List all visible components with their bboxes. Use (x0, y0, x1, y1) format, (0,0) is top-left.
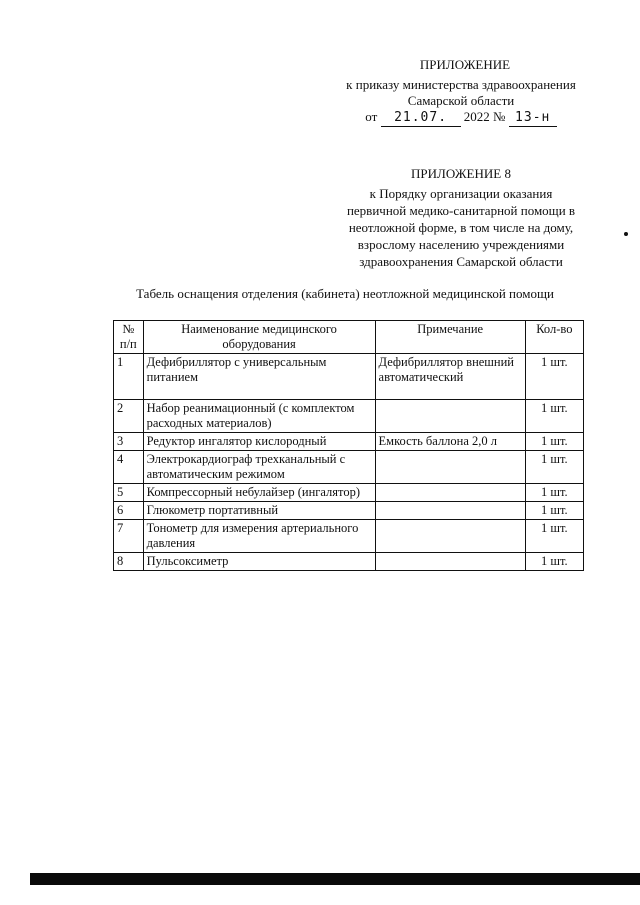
equipment-table (113, 320, 584, 571)
header-name: Наименование медицинского оборудования (143, 321, 375, 354)
cell-qty: 1 шт. (525, 553, 583, 571)
table-row (114, 451, 584, 484)
number-prefix: № (493, 109, 506, 124)
cell-num: 7 (114, 520, 144, 553)
cell-note: Дефибриллятор внешний автоматический (375, 354, 525, 400)
cell-name: Редуктор ингалятор кислородный (143, 433, 375, 451)
table-row (114, 520, 584, 553)
cell-note (375, 484, 525, 502)
appendix-title: ПРИЛОЖЕНИЕ (419, 57, 511, 72)
order-year: 2022 (463, 109, 490, 124)
cell-name: Набор реанимационный (с комплектом расходных материалов) (143, 400, 375, 433)
cell-name: Тонометр для измерения артериального давления (143, 520, 375, 553)
cell-num: 3 (114, 433, 144, 451)
order-line-2: Самарской области (407, 93, 515, 108)
cell-note (375, 502, 525, 520)
scan-speck (624, 232, 628, 236)
cell-name: Дефибриллятор с универсальным питанием (143, 354, 375, 400)
cell-note (375, 553, 525, 571)
cell-qty: 1 шт. (525, 433, 583, 451)
cell-num: 8 (114, 553, 144, 571)
cell-note (375, 451, 525, 484)
scan-edge-bar (30, 873, 640, 885)
appendix8-line: здравоохранения Самарской области (359, 254, 563, 269)
cell-qty: 1 шт. (525, 354, 583, 400)
cell-qty: 1 шт. (525, 520, 583, 553)
appendix8-line: взрослому населению учреждениями (357, 237, 565, 252)
cell-num: 4 (114, 451, 144, 484)
cell-num: 1 (114, 354, 144, 400)
cell-name: Компрессорный небулайзер (ингалятор) (143, 484, 375, 502)
cell-note: Емкость баллона 2,0 л (375, 433, 525, 451)
header-qty: Кол-во (525, 321, 583, 354)
cell-note (375, 400, 525, 433)
header-num: № п/п (114, 321, 144, 354)
appendix8-title: ПРИЛОЖЕНИЕ 8 (411, 166, 511, 181)
date-prefix: от (365, 109, 378, 124)
table-title: Табель оснащения отделения (кабинета) неотложной медицинской помощи (136, 286, 554, 301)
cell-qty: 1 шт. (525, 400, 583, 433)
table-header-row (114, 321, 584, 354)
table-row (114, 553, 584, 571)
cell-num: 5 (114, 484, 144, 502)
order-date-line (330, 109, 592, 127)
table-row (114, 354, 584, 400)
appendix8-line: к Порядку организации оказания (369, 186, 553, 201)
cell-qty: 1 шт. (525, 451, 583, 484)
cell-qty: 1 шт. (525, 502, 583, 520)
cell-num: 6 (114, 502, 144, 520)
header-note: Примечание (375, 321, 525, 354)
cell-num: 2 (114, 400, 144, 433)
cell-qty: 1 шт. (525, 484, 583, 502)
appendix8-line: первичной медико-санитарной помощи в (346, 203, 576, 218)
cell-note (375, 520, 525, 553)
cell-name: Глюкометр портативный (143, 502, 375, 520)
table-row (114, 433, 584, 451)
table-row (114, 484, 584, 502)
handwritten-number: 13-н (509, 110, 557, 127)
order-line-1: к приказу министерства здравоохранения (346, 77, 576, 92)
table-row (114, 400, 584, 433)
cell-name: Электрокардиограф трехканальный с автоматическим режимом (143, 451, 375, 484)
table-row (114, 502, 584, 520)
handwritten-date: 21.07. (381, 110, 461, 127)
appendix8-line: неотложной форме, в том числе на дому, (348, 220, 574, 235)
cell-name: Пульсоксиметр (143, 553, 375, 571)
